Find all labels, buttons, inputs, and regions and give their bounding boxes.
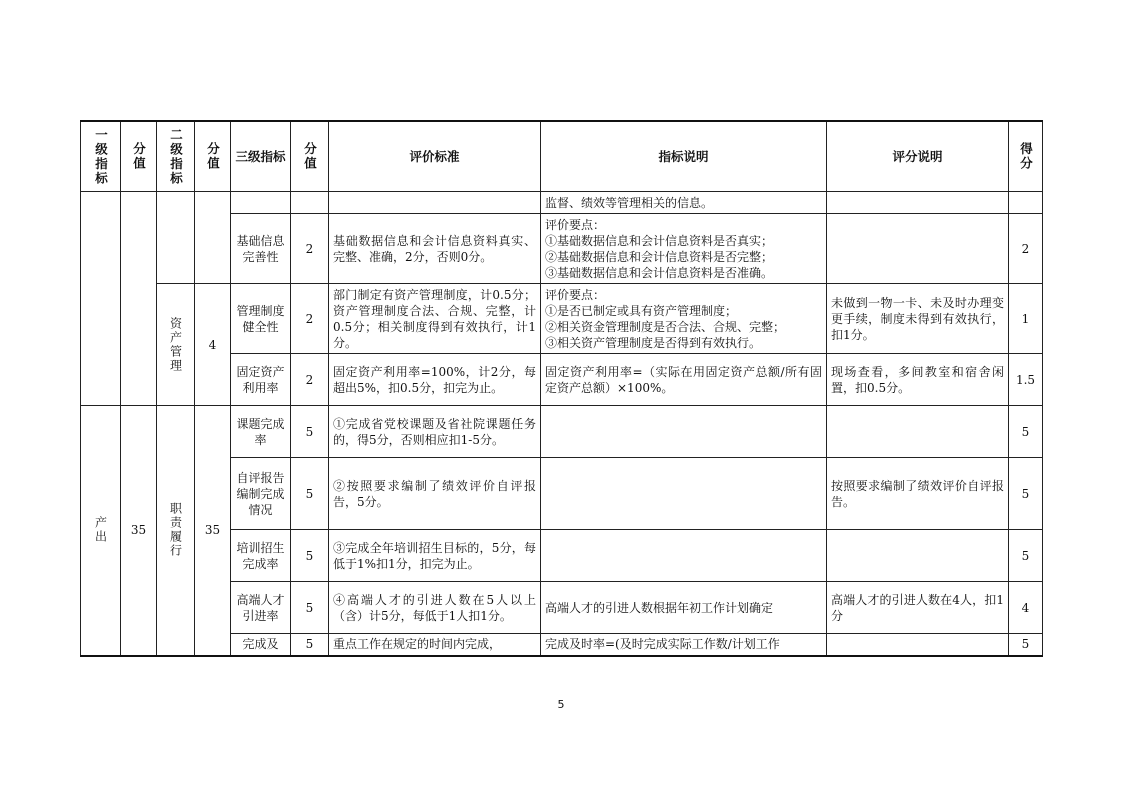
level2-cell-asset: 资产管理 [157, 284, 195, 406]
description-cell: 高端人才的引进人数根据年初工作计划确定 [541, 582, 827, 634]
level1-cell-output: 产出 [81, 406, 121, 656]
score3-cell: 5 [291, 530, 329, 582]
got-cell: 1 [1009, 284, 1043, 354]
header-level3: 三级指标 [231, 121, 291, 192]
description-cell [541, 530, 827, 582]
score3-cell [291, 192, 329, 214]
level2-cell-empty [157, 192, 195, 284]
level3-cell [231, 192, 291, 214]
evaluation-cell [827, 406, 1009, 458]
criteria-cell: ④高端人才的引进人数在5人以上（含）计5分，每低于1人扣1分。 [329, 582, 541, 634]
header-criteria: 评价标准 [329, 121, 541, 192]
criteria-cell: ①完成省党校课题及省社院课题任务的，得5分，否则相应扣1-5分。 [329, 406, 541, 458]
criteria-cell: 固定资产利用率=100%，计2分，每超出5%，扣0.5分，扣完为止。 [329, 354, 541, 406]
level3-cell: 高端人才引进率 [231, 582, 291, 634]
evaluation-cell: 现场查看，多间教室和宿舍闲置，扣0.5分。 [827, 354, 1009, 406]
criteria-cell: ③完成全年培训招生目标的，5分，每低于1%扣1分，扣完为止。 [329, 530, 541, 582]
header-row [81, 121, 1043, 192]
level3-cell: 自评报告编制完成情况 [231, 458, 291, 530]
page-number: 5 [557, 698, 565, 711]
score3-cell: 5 [291, 634, 329, 656]
got-cell: 4 [1009, 582, 1043, 634]
criteria-cell: 基础数据信息和会计信息资料真实、完整、准确，2分，否则0分。 [329, 214, 541, 284]
got-cell: 2 [1009, 214, 1043, 284]
table-row [81, 406, 1043, 458]
evaluation-cell [827, 530, 1009, 582]
evaluation-cell [827, 192, 1009, 214]
score3-cell: 2 [291, 284, 329, 354]
description-cell: 固定资产利用率=（实际在用固定资产总额/所有固定资产总额）×100%。 [541, 354, 827, 406]
evaluation-cell: 未做到一物一卡、未及时办理变更手续，制度未得到有效执行，扣1分。 [827, 284, 1009, 354]
score3-cell: 5 [291, 406, 329, 458]
level3-cell: 管理制度健全性 [231, 284, 291, 354]
evaluation-table [80, 120, 1043, 657]
got-cell: 5 [1009, 458, 1043, 530]
evaluation-cell [827, 214, 1009, 284]
criteria-cell: 部门制定有资产管理制度，计0.5分；资产管理制度合法、合规、完整，计0.5分；相关制度得到有效执行，计1分。 [329, 284, 541, 354]
evaluation-cell [827, 634, 1009, 656]
description-cell: 监督、绩效等管理相关的信息。 [541, 192, 827, 214]
score2-cell-asset: 4 [195, 284, 231, 406]
criteria-cell [329, 192, 541, 214]
score3-cell: 5 [291, 458, 329, 530]
header-level1: 一级指标 [81, 121, 121, 192]
score2-cell-empty [195, 192, 231, 284]
evaluation-cell: 高端人才的引进人数在4人，扣1分 [827, 582, 1009, 634]
got-cell: 5 [1009, 530, 1043, 582]
got-cell [1009, 192, 1043, 214]
table-row [81, 284, 1043, 354]
header-evaluation: 评分说明 [827, 121, 1009, 192]
header-description: 指标说明 [541, 121, 827, 192]
description-cell [541, 458, 827, 530]
description-cell: 完成及时率=(及时完成实际工作数/计划工作 [541, 634, 827, 656]
score2-cell-duty: 35 [195, 406, 231, 656]
evaluation-cell: 按照要求编制了绩效评价自评报告。 [827, 458, 1009, 530]
score1-cell-output: 35 [121, 406, 157, 656]
score1-cell-empty [121, 192, 157, 406]
description-cell [541, 406, 827, 458]
level3-cell: 完成及 [231, 634, 291, 656]
got-cell: 5 [1009, 634, 1043, 656]
header-got: 得分 [1009, 121, 1043, 192]
level2-cell-duty: 职责履行 [157, 406, 195, 656]
score3-cell: 2 [291, 354, 329, 406]
level3-cell: 课题完成率 [231, 406, 291, 458]
table-row [81, 192, 1043, 214]
criteria-cell: ②按照要求编制了绩效评价自评报告，5分。 [329, 458, 541, 530]
description-cell: 评价要点： ①基础数据信息和会计信息资料是否真实； ②基础数据信息和会计信息资料是否完整； ③基础数据信息和会计信息资料是否准确。 [541, 214, 827, 284]
header-level2: 二级指标 [157, 121, 195, 192]
level3-cell: 培训招生完成率 [231, 530, 291, 582]
header-score2: 分值 [195, 121, 231, 192]
score3-cell: 5 [291, 582, 329, 634]
description-cell: 评价要点： ①是否已制定或具有资产管理制度； ②相关资金管理制度是否合法、合规、完整； ③相关资产管理制度是否得到有效执行。 [541, 284, 827, 354]
level3-cell: 固定资产利用率 [231, 354, 291, 406]
header-score3: 分值 [291, 121, 329, 192]
level1-cell-empty [81, 192, 121, 406]
header-score1: 分值 [121, 121, 157, 192]
criteria-cell: 重点工作在规定的时间内完成， [329, 634, 541, 656]
got-cell: 1.5 [1009, 354, 1043, 406]
level3-cell: 基础信息完善性 [231, 214, 291, 284]
score3-cell: 2 [291, 214, 329, 284]
got-cell: 5 [1009, 406, 1043, 458]
